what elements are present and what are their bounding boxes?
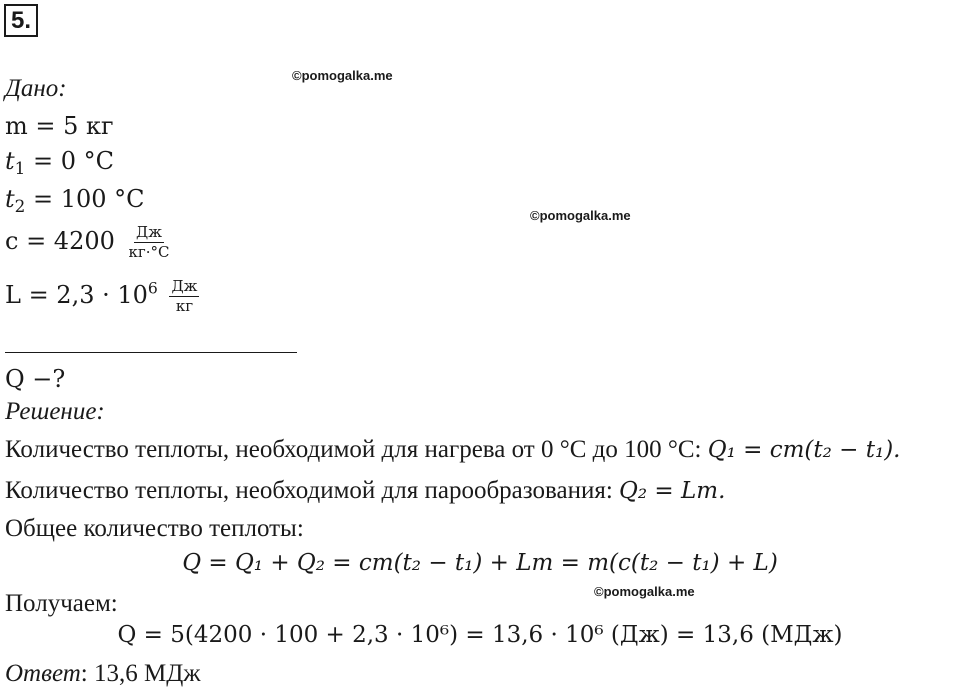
formula-total: Q = Q₁ + Q₂ = cm(t₂ − t₁) + Lm = m(c(t₂ − t₁) + L) — [182, 550, 778, 576]
problem-number: 5. — [4, 4, 38, 37]
solution-line-2 — [5, 477, 725, 505]
watermark: ©pomogalka.me — [292, 68, 393, 83]
L-value: L = 2,3 · 10 — [5, 280, 148, 309]
answer — [5, 660, 201, 688]
solution-heading: Решение: — [5, 398, 105, 425]
solution-line-1-formula: Q₁ = cm(t₂ − t₁). — [707, 437, 901, 463]
formula-result: Q = 5(4200 · 100 + 2,3 · 10⁶) = 13,6 · 10⁶ (Дж) = 13,6 (МДж) — [117, 622, 843, 648]
c-unit-fraction — [127, 223, 172, 262]
solution-line-2-formula: Q₂ = Lm. — [619, 478, 726, 504]
watermark: ©pomogalka.me — [594, 584, 695, 599]
solution-line-4: Получаем: — [5, 590, 118, 617]
t2-subscript: 2 — [14, 196, 26, 217]
c-unit-numerator: Дж — [136, 223, 163, 241]
given-mass: m = 5 кг — [5, 112, 114, 140]
L-unit-numerator: Дж — [171, 277, 198, 295]
c-value: c = 4200 — [5, 226, 115, 255]
t1-subscript: 1 — [14, 158, 26, 179]
t2-symbol: t — [5, 185, 15, 213]
t1-value: = 0 °C — [25, 147, 114, 175]
solution-line-1-text: Количество теплоты, необходимой для нагрева от 0 °C до 100 °C: — [5, 436, 708, 463]
t1-symbol: t — [5, 147, 15, 175]
given-t2 — [5, 185, 145, 217]
solution-line-1 — [5, 436, 900, 464]
find-quantity: Q −? — [5, 365, 66, 393]
t2-value: = 100 °C — [25, 185, 145, 213]
solution-line-3: Общее количество теплоты: — [5, 515, 304, 542]
given-t1 — [5, 147, 114, 179]
c-unit-denominator: кг·°C — [128, 242, 170, 261]
watermark: ©pomogalka.me — [530, 208, 631, 223]
L-unit-fraction — [169, 277, 199, 316]
given-latent-heat — [5, 277, 199, 316]
answer-value: : 13,6 МДж — [80, 660, 201, 687]
given-heading: Дано: — [5, 75, 67, 102]
given-specific-heat — [5, 223, 172, 262]
L-unit-denominator: кг — [175, 296, 194, 315]
L-exponent: 6 — [147, 279, 158, 298]
answer-label: Ответ — [5, 660, 81, 687]
solution-line-2-text: Количество теплоты, необходимой для парообразования: — [5, 477, 620, 504]
given-divider — [5, 352, 297, 353]
